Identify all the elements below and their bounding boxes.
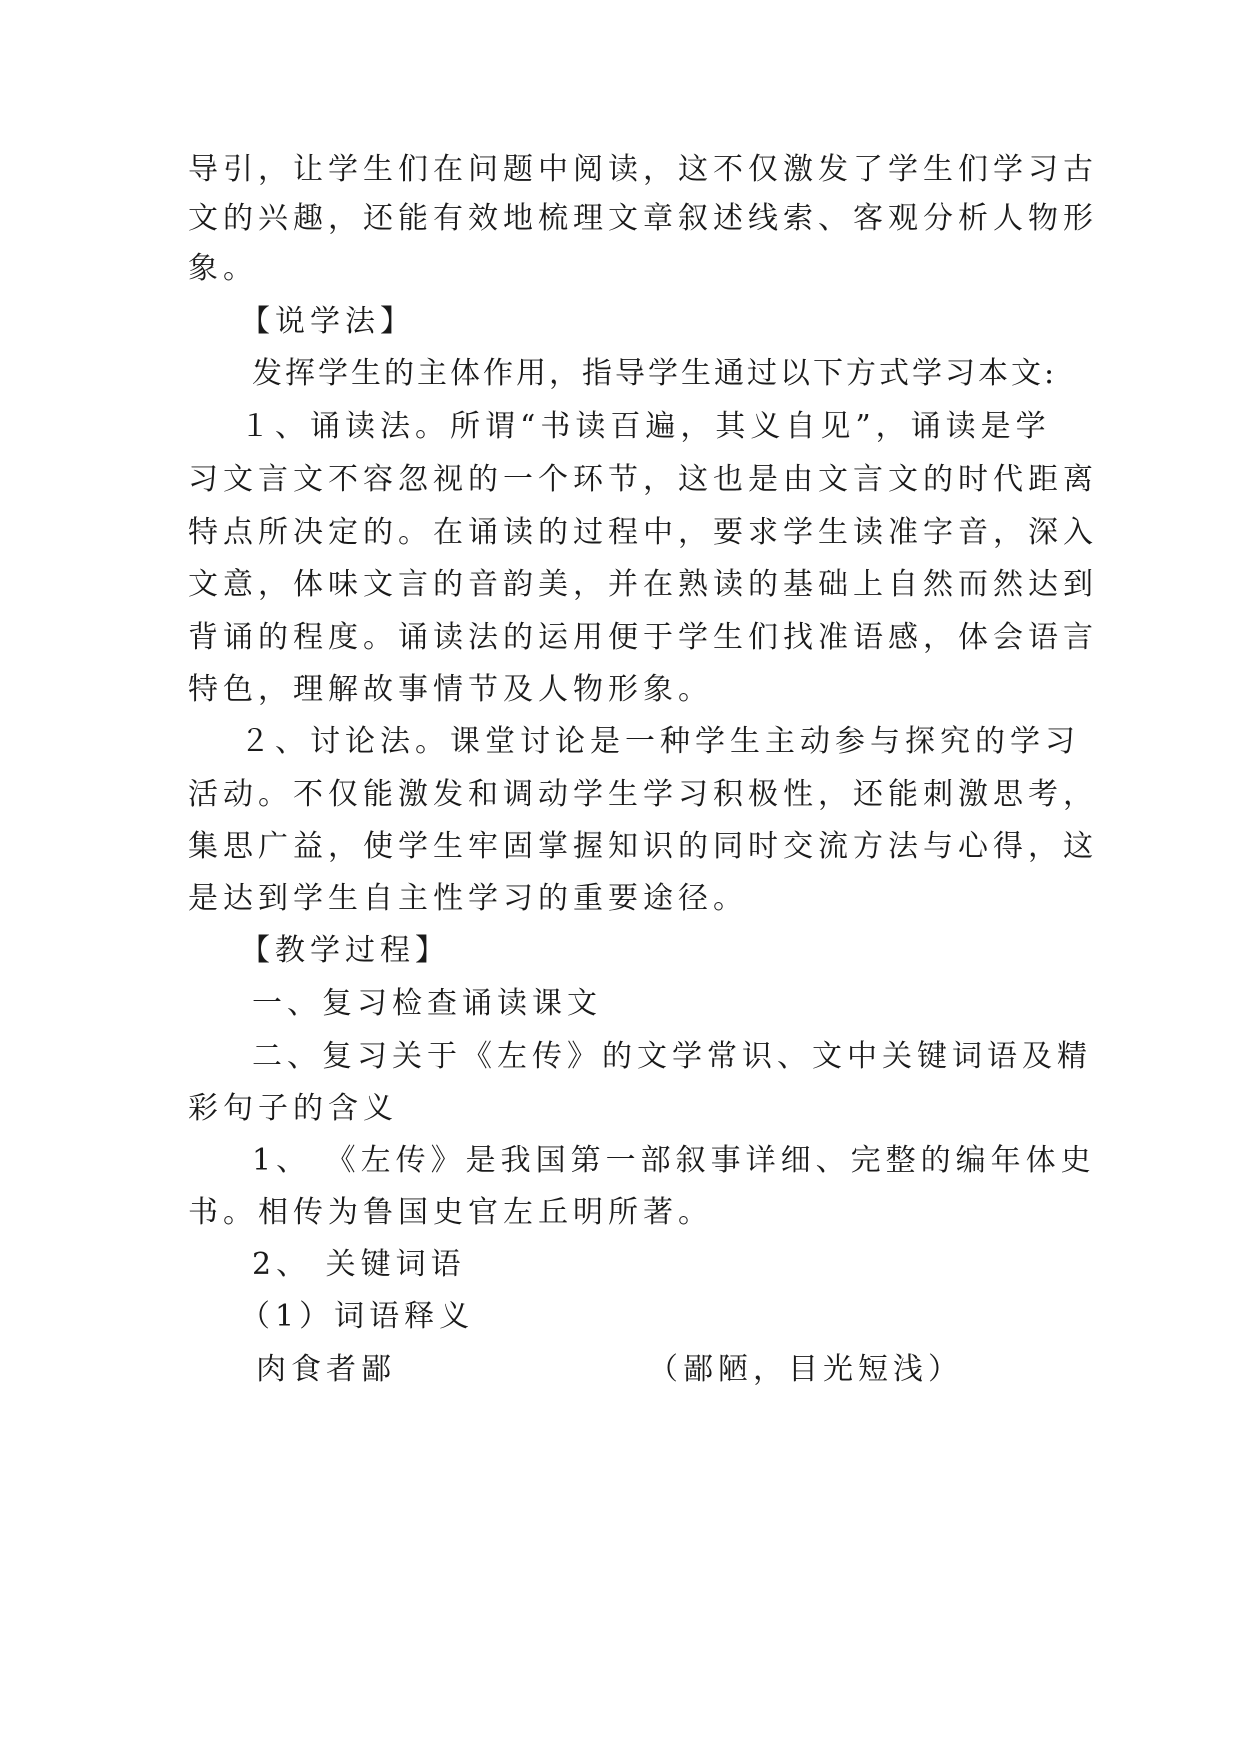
study-intro: 发挥学生的主体作用，指导学生通过以下方式学习本文:: [252, 356, 1058, 391]
method-discussion-line: ２、讨论法。课堂讨论是一种学生主动参与探究的学习: [240, 724, 1080, 759]
method-recitation-line: 特点所决定的。在诵读的过程中，要求学生读准字音，深入: [188, 515, 1098, 550]
vocab-definition: （鄙陋，目光短浅）: [648, 1352, 963, 1387]
point-zuozhuan-line: 书。相传为鲁国史官左丘明所著。: [188, 1195, 713, 1230]
method-recitation-line: 习文言文不容忽视的一个环节，这也是由文言文的时代距离: [188, 462, 1098, 497]
paragraph-line: 文的兴趣，还能有效地梳理文章叙述线索、客观分析人物形: [188, 201, 1098, 236]
method-recitation-line: 文意，体味文言的音韵美，并在熟读的基础上自然而然达到: [188, 567, 1098, 602]
method-discussion-line: 活动。不仅能激发和调动学生学习积极性，还能刺激思考，: [188, 777, 1098, 812]
paragraph-line: 象。: [188, 251, 258, 286]
step-review-knowledge-line: 二、复习关于《左传》的文学常识、文中关键词语及精: [252, 1039, 1092, 1074]
method-discussion-line: 集思广益，使学生牢固掌握知识的同时交流方法与心得，这: [188, 829, 1098, 864]
vocab-term: 肉食者鄙: [256, 1352, 396, 1387]
method-discussion-line: 是达到学生自主性学习的重要途径。: [188, 881, 748, 916]
point-zuozhuan-line: 1、 《左传》是我国第一部叙事详细、完整的编年体史: [252, 1143, 1096, 1178]
section-heading-process: 【教学过程】: [240, 933, 450, 968]
method-recitation-line: １、诵读法。所谓“书读百遍，其义自见”，诵读是学: [240, 409, 1051, 444]
paragraph-line: 导引，让学生们在问题中阅读，这不仅激发了学生们学习古: [188, 152, 1098, 187]
point-key-words: 2、 关键词语: [252, 1247, 466, 1282]
method-recitation-line: 特色，理解故事情节及人物形象。: [188, 672, 713, 707]
method-recitation-line: 背诵的程度。诵读法的运用便于学生们找准语感，体会语言: [188, 620, 1098, 655]
step-review-recitation: 一、复习检查诵读课文: [252, 986, 602, 1021]
step-review-knowledge-line: 彩句子的含义: [188, 1091, 398, 1126]
section-heading-study-method: 【说学法】: [240, 304, 415, 339]
sub-point-word-meaning: （1）词语释义: [240, 1299, 475, 1334]
